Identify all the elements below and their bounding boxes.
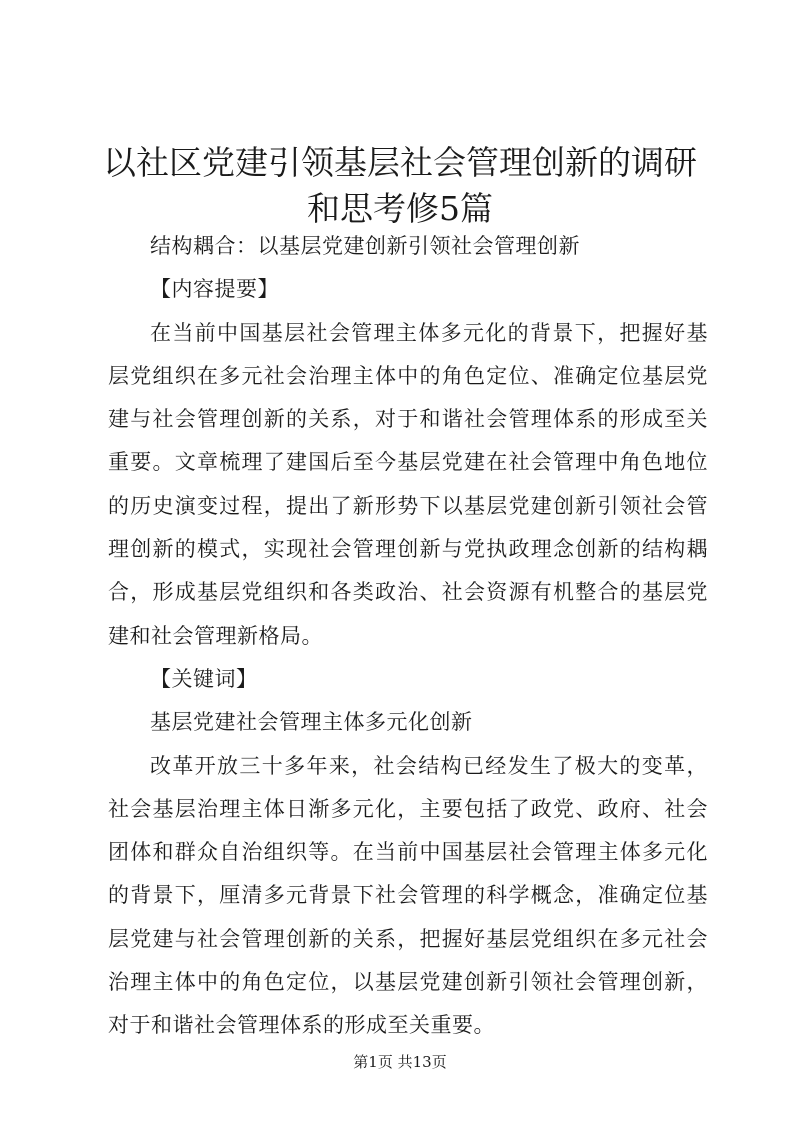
- keywords-paragraph: 基层党建社会管理主体多元化创新: [150, 710, 473, 735]
- body-paragraph: 改革开放三十多年来，社会结构已经发生了极大的变革，社会基层治理主体日渐多元化，主要包括了政党、政府、社会团体和群众自治组织等。在当前中国基层社会管理主体多元化的背景下，厘清多元背景下社会管理的科学概念，准确定位基层党建与社会管理创新的关系，把握好基层党组织在多元社会治理主体中的角色定位，以基层党建创新引领社会管理创新，对于和谐社会管理体系的形成至关重要。: [108, 753, 708, 1038]
- subtitle-paragraph: 结构耦合：以基层党建创新引领社会管理创新: [150, 234, 580, 258]
- document-title: 以社区党建引领基层社会管理创新的调研和思考修5篇: [103, 143, 697, 228]
- document-body: [108, 225, 708, 1048]
- abstract-heading: 【内容提要】: [150, 277, 279, 302]
- keywords-heading: 【关键词】: [150, 666, 258, 691]
- page-number-footer: 第1页 共13页: [353, 1053, 447, 1071]
- abstract-paragraph: 在当前中国基层社会管理主体多元化的背景下，把握好基层党组织在多元社会治理主体中的角色定位、准确定位基层党建与社会管理创新的关系，对于和谐社会管理体系的形成至关重要。文章梳理了建国后至今基层党建在社会管理中角色地位的历史演变过程，提出了新形势下以基层党建创新引领社会管理创新的模式，实现社会管理创新与党执政理念创新的结构耦合，形成基层党组织和各类政治、社会资源有机整合的基层党建和社会管理新格局。: [108, 320, 708, 648]
